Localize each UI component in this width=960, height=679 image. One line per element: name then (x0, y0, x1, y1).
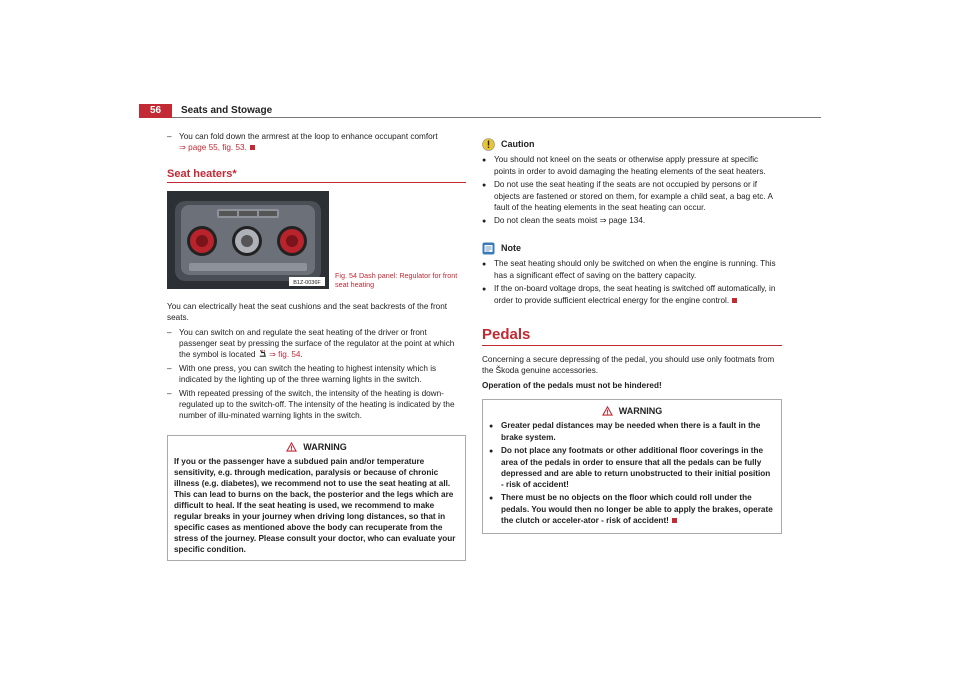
figure-caption: Fig. 54 Dash panel: Regulator for front seat heating (335, 271, 458, 289)
pedals-warning-item-2: ● Do not place any footmats or other additional floor coverings in the area of the pedals in order to ensure that all the pedals can be fully depressed and are able to return unobstructed to their initial position - risk of accident! (489, 445, 775, 490)
caution-item-3: ● Do not clean the seats moist ⇒ page 134. (482, 215, 782, 227)
caution-heading: Caution (482, 137, 782, 151)
left-column (167, 131, 466, 561)
heater-item-3: – With repeated pressing of the switch, the intensity of the heating is down-regulated up to the switch-off. The intensity of the heating is indicated by the number of illu-minated warning lights in the switch. (167, 388, 466, 421)
dash-panel-image (167, 191, 329, 289)
pedals-text: Concerning a secure depressing of the pedal, you should use only footmats from the Škoda genuine accessories. (482, 355, 775, 375)
armrest-item: – You can fold down the armrest at the loop to enhance occupant comfort ⇒ page 55, fig. 53. (167, 131, 466, 153)
heater-item-1: – You can switch on and regulate the seat heating of the driver or front passenger seat by pressing the surface of the regulator at the point at which the symbol is located ⇒ fig. 54. (167, 327, 466, 360)
page-link[interactable]: ⇒ page 134. (599, 216, 646, 225)
warning-triangle-icon (602, 406, 613, 416)
fig-link[interactable]: ⇒ fig. 54 (269, 350, 301, 359)
page-header (139, 104, 821, 118)
pedals-warning-item-1: ● Greater pedal distances may be needed when there is a fault in the brake system. (489, 420, 775, 443)
section-title: Seats and Stowage (181, 105, 273, 116)
warning-text: If you or the passenger have a subdued pain and/or temperature sensitivity, e.g. through medication, paralysis or because of chronic illness (e.g. diabetes), we recommend not to use the seat heating at all. This can lead to burns on the back, the posterior and the legs which are difficult to heal. If the seat heating is used, we recommend to make regular breaks in your journey when driving long distances, so that in specific cases as mentioned above the body can recuperate from the stress of the journey. Please consult your doctor, who can evaluate your specific condition. (174, 457, 456, 554)
pedals-warning-item-3: ● There must be no objects on the floor which could roll under the pedals. You would then no longer be able to apply the brakes, operate the clutch or acceler-ator - risk of accident! (489, 492, 775, 526)
right-column (482, 131, 782, 534)
caution-item-2: ● Do not use the seat heating if the seats are not occupied by persons or if objects are fastened or stored on them, for example a child seat, a bag etc. A fault of the heating elements in the seat heating can occur. (482, 179, 782, 213)
note-item-2: ● If the on-board voltage drops, the seat heating is switched off automatically, in order to provide sufficient electrical energy for the engine control. (482, 283, 782, 306)
pedals-bold: Operation of the pedals must not be hindered! (482, 381, 662, 390)
seat-heaters-warning (167, 435, 466, 561)
caution-icon (482, 138, 495, 151)
caution-item-1: ● You should not kneel on the seats or otherwise apply pressure at specific points in order to avoid damaging the heating elements of the seat heaters. (482, 154, 782, 177)
end-mark-icon (672, 518, 677, 523)
page-number: 56 (139, 104, 172, 118)
heater-item-2: – With one press, you can switch the heating to highest intensity which is indicated by the lighting up of the three warning lights in the switch. (167, 363, 466, 385)
figure-code: B1Z-0036F (293, 280, 321, 286)
end-mark-icon (732, 298, 737, 303)
pedals-heading: Pedals (482, 326, 782, 346)
end-mark-icon (250, 145, 255, 150)
note-item-1: ● The seat heating should only be switched on when the engine is running. This has a significant effect of saving on the battery capacity. (482, 258, 782, 281)
warning-heading: WARNING (489, 404, 775, 418)
page-link[interactable]: ⇒ page 55, fig. 53. (179, 143, 247, 152)
seat-heating-icon (258, 349, 267, 358)
pedals-warning (482, 399, 782, 534)
seat-heaters-heading: Seat heaters* (167, 167, 466, 183)
seat-heaters-intro: You can electrically heat the seat cushions and the seat backrests of the front seats. (167, 302, 448, 322)
warning-triangle-icon (286, 442, 297, 452)
note-heading: Note (482, 241, 782, 255)
warning-heading: WARNING (174, 440, 459, 454)
note-icon (482, 242, 495, 255)
dash-panel-illustration (167, 191, 329, 289)
figure-54 (167, 191, 466, 289)
